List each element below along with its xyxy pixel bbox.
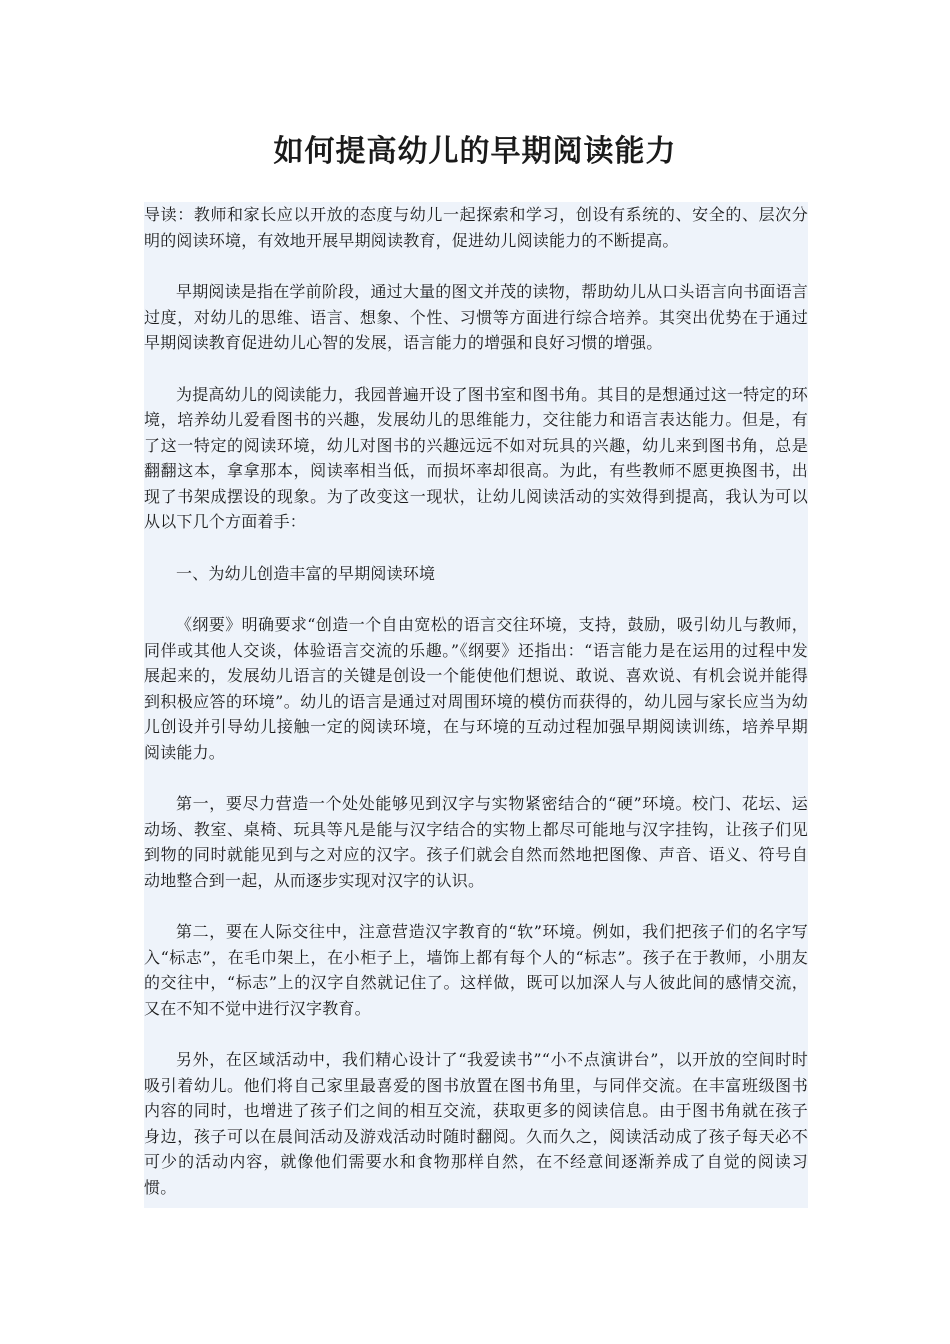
document-title: 如何提高幼儿的早期阅读能力 bbox=[273, 134, 677, 169]
paragraph-spacer bbox=[144, 356, 808, 382]
paragraph-area-activities: 另外，在区域活动中，我们精心设计了“我爱读书”“小不点演讲台”，以开放的空间时时吸引着幼儿。他们将自己家里最喜爱的图书放置在图书角里，与同伴交流。在丰富班级图书内容的同时，也增进了孩子们之间的相互交流，获取更多的阅读信息。由于图书角就在孩子身边，孩子可以在晨间活动及游戏活动时随时翻阅。久而久之，阅读活动成了孩子每天必不可少的活动内容，就像他们需要水和食物那样自然，在不经意间逐渐养成了自觉的阅读习惯。 bbox=[144, 1050, 808, 1197]
document-body bbox=[144, 202, 808, 1208]
paragraph-guidelines: 《纲要》明确要求“创造一个自由宽松的语言交往环境，支持，鼓励，吸引幼儿与教师，同伴或其他人交谈，体验语言交流的乐趣。”《纲要》还指出：“语言能力是在运用的过程中发展起来的，发展幼儿语言的关键是创设一个能使他们想说、敢说、喜欢说、有机会说并能得到积极应答的环境”。幼儿的语言是通过对周围环境的模仿而获得的，幼儿园与家长应当为幼儿创设并引导幼儿接触一定的阅读环境，在与环境的互动过程加强早期阅读训练，培养早期阅读能力。 bbox=[144, 615, 808, 762]
paragraph-spacer bbox=[144, 893, 808, 919]
paragraph-spacer bbox=[144, 535, 808, 561]
paragraph-library-corner: 为提高幼儿的阅读能力，我园普遍开设了图书室和图书角。其目的是想通过这一特定的环境，培养幼儿爱看图书的兴趣，发展幼儿的思维能力，交往能力和语言表达能力。但是，有了这一特定的阅读环境，幼儿对图书的兴趣远远不如对玩具的兴趣，幼儿来到图书角，总是翻翻这本，拿拿那本，阅读率相当低，而损坏率却很高。为此，有些教师不愿更换图书，出现了书架成摆设的现象。为了改变这一现状，让幼儿阅读活动的实效得到提高，我认为可以从以下几个方面着手： bbox=[144, 384, 808, 531]
paragraph-spacer bbox=[144, 253, 808, 279]
paragraph-spacer bbox=[144, 765, 808, 791]
paragraph-hard-environment: 第一，要尽力营造一个处处能够见到汉字与实物紧密结合的“硬”环境。校门、花坛、运动场、教室、桌椅、玩具等凡是能与汉字结合的实物上都尽可能地与汉字挂钩，让孩子们见到物的同时就能见到与之对应的汉字。孩子们就会自然而然地把图像、声音、语义、符号自动地整合到一起，从而逐步实现对汉字的认识。 bbox=[144, 794, 808, 890]
paragraph-early-reading-definition: 早期阅读是指在学前阶段，通过大量的图文并茂的读物，帮助幼儿从口头语言向书面语言过度，对幼儿的思维、语言、想象、个性、习惯等方面进行综合培养。其突出优势在于通过早期阅读教育促进幼儿心智的发展，语言能力的增强和良好习惯的增强。 bbox=[144, 282, 808, 352]
paragraph-spacer bbox=[144, 1021, 808, 1047]
paragraph-spacer bbox=[144, 586, 808, 612]
paragraph-soft-environment: 第二，要在人际交往中，注意营造汉字教育的“软”环境。例如，我们把孩子们的名字写入“标志”，在毛巾架上，在小柜子上，墙饰上都有每个人的“标志”。孩子在于教师，小朋友的交往中，“标志”上的汉字自然就记住了。这样做，既可以加深人与人彼此间的感情交流，又在不知不觉中进行汉字教育。 bbox=[144, 922, 808, 1018]
section-heading-environment: 一、为幼儿创造丰富的早期阅读环境 bbox=[176, 563, 436, 583]
intro-paragraph: 导读：教师和家长应以开放的态度与幼儿一起探索和学习，创设有系统的、安全的、层次分明的阅读环境，有效地开展早期阅读教育，促进幼儿阅读能力的不断提高。 bbox=[144, 205, 808, 250]
